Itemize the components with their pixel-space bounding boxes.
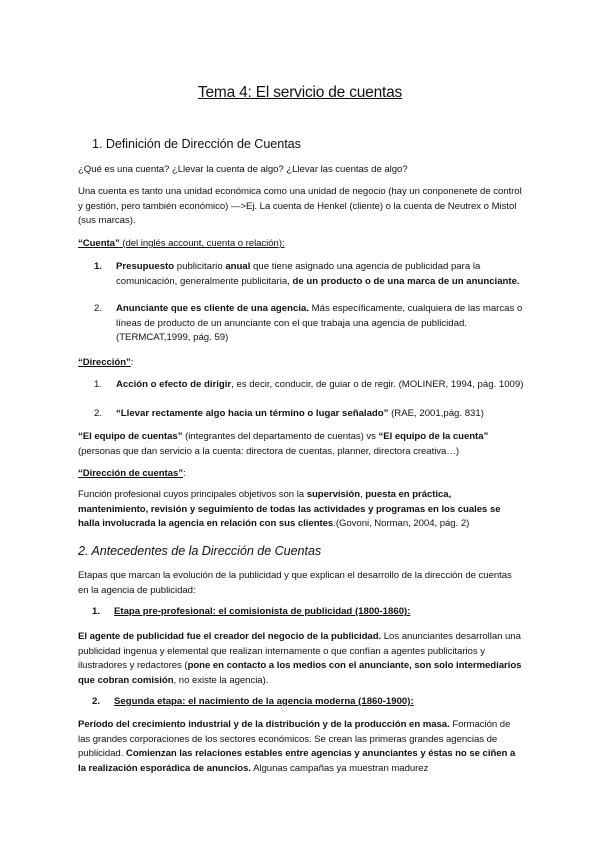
bold-text: Comienzan las relaciones estables entre agencias y anunciantes y éstas no se ciñen a la realización esporádica de anuncios. [78,748,516,774]
list-number: 2. [94,303,103,314]
section-1-heading: 1. Definición de Dirección de Cuentas [92,137,301,151]
text: que tiene asignado una agencia de publicidad para la comunicación, generalmente publicitaria, [116,261,481,287]
bold-text: Acción o efecto de dirigir [116,379,232,390]
direccion-term: “Dirección” [78,357,131,368]
direccion-cuentas-heading [78,467,522,482]
text: Función profesional cuyos principales objetivos son la [78,489,307,500]
stage-title: Etapa pre-profesional: el comisionista de publicidad (1800-1860): [114,606,411,617]
stage-1-paragraph [78,630,522,688]
text: Algunas campañas ya muestran madurez [251,762,429,774]
text: publicitario [174,261,226,272]
cuenta-etymology: (del inglés account, cuenta o relación): [119,238,285,249]
colon: : [183,468,186,479]
cuenta-heading [78,237,522,252]
equipo-paragraph [78,430,522,459]
list-number: 2. [94,408,103,419]
list-number: 1. [92,606,101,617]
bold-text: “El equipo de la cuenta” [378,431,489,442]
text: , no existe la agencia). [173,674,269,686]
direccion-heading [78,356,522,371]
bold-text: Período del crecimiento industrial y de la distribución y de la producción en masa. [78,719,450,730]
bold-text: Presupuesto [116,261,175,272]
bold-text: “Llevar rectamente algo hacia un término o lugar señalado” [116,408,389,419]
colon: : [130,357,134,368]
bold-text: pone en contacto a los medios con el anunciante, son solo intermediarios que cobran comisión [78,660,522,686]
list-number: 1. [94,261,103,272]
bold-text: de un producto o de una marca de un anunciante. [292,275,520,287]
list-item [94,260,528,289]
text: Más específicamente, cualquiera de las marcas o líneas de producto de un anunciante con el que trabaja una agencia de publicidad. (TERMCAT,1999, pág. 59) [116,303,523,344]
bold-text: “El equipo de cuentas” [78,431,183,442]
list-item [94,407,528,422]
bold-text: El agente de publicidad fue el creador del negocio de la publicidad. [78,631,382,642]
section-2-heading: 2. Antecedentes de la Dirección de Cuentas [78,544,322,558]
list-item [94,378,528,393]
questions-line: ¿Qué es una cuenta? ¿Llevar la cuenta de algo? ¿Llevar las cuentas de algo? [78,164,408,175]
stage-1-heading [92,605,526,620]
bold-text: supervisión [306,489,361,500]
definition-paragraph [78,488,522,532]
text: (RAE, 2001,pág. 831) [388,408,484,419]
text: Formación de las grandes corporaciones de los sectores económicos. Se crean las primeras grandes agencias de publicidad. [78,719,511,760]
stage-2-paragraph [78,718,522,776]
account-intro-paragraph: Una cuenta es tanto una unidad económica como una unidad de negocio (hay un conponenete de control y gestión, pero también económico) —>Ej. La cuenta de Henkel (cliente) o la cuenta de Neutrex o Mistol (sus marcas). [78,186,522,227]
stages-intro-paragraph: Etapas que marcan la evolución de la publicidad y que explican el desarrollo de la dirección de cuentas en la agencia de publicidad: [78,570,512,596]
cuenta-term: “Cuenta” [78,238,120,249]
direccion-cuentas-term: “Dirección de cuentas” [78,468,183,479]
bold-text: Anunciante que es cliente de una agencia. [116,303,309,314]
list-item [94,302,528,346]
list-number: 1. [94,379,103,390]
bold-text: puesta en práctica, mantenimiento, revisión y seguimiento de todas las actividades y programas en los cuales se halla involucrada la agencia en relación con sus clientes [78,489,501,530]
text: , es decir, conducir, de guiar o de regir. (MOLINER, 1994, pág. 1009) [231,379,524,390]
list-number: 2. [92,696,101,707]
text: , [360,489,366,500]
text: Los anunciantes desarrollan una publicidad ingenua y elemental que realizan internamente o que confían a agentes publicitarios y ilustradores y redactores ( [78,631,521,672]
stage-title: Segunda etapa: el nacimiento de la agencia moderna (1860-1900): [114,696,414,707]
page-title: Tema 4: El servicio de cuentas [197,84,403,101]
stage-2-heading [92,695,526,710]
text: .(Govoni, Norman, 2004, pág. 2) [333,518,470,530]
bold-text: anual [225,261,251,272]
text: (integrantes del departamento de cuentas) vs [182,431,379,442]
text: (personas que dan servicio a la cuenta: directora de cuentas, planner, directora creativa…) [78,445,460,457]
